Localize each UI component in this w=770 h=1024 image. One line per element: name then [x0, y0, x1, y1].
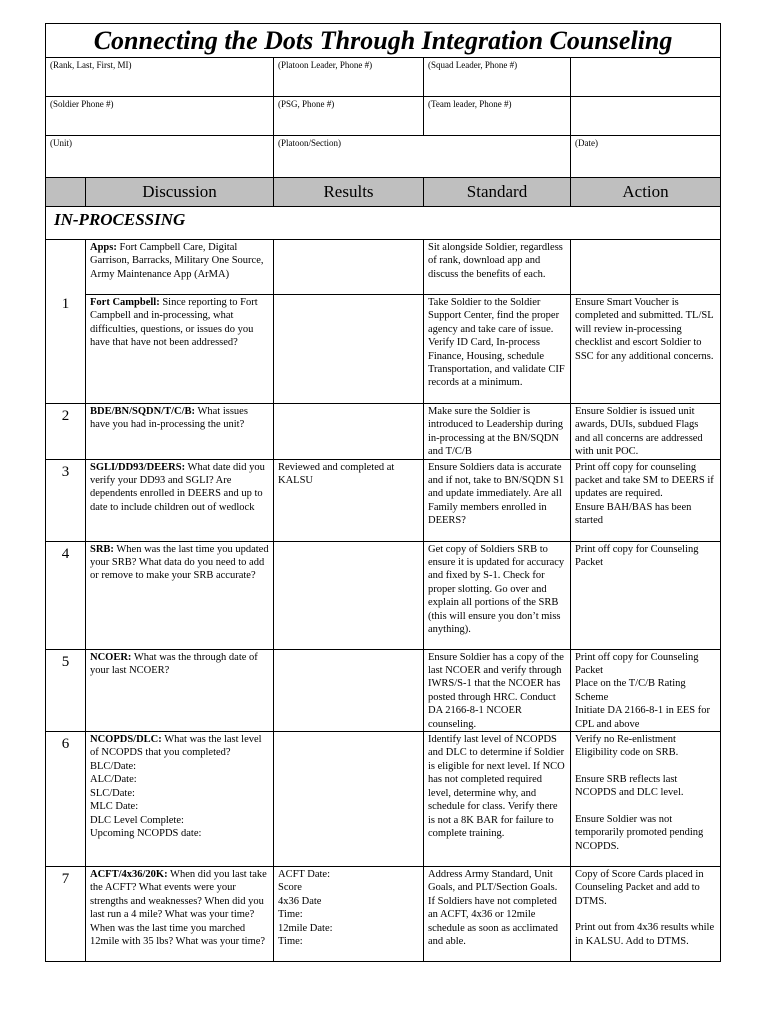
discussion-label: Apps:	[90, 242, 117, 253]
results-cell[interactable]	[274, 404, 424, 460]
standard-cell: Ensure Soldiers data is accurate and if not, take to BN/SQDN S1 and update immediately. Are all Family members enrolled in DEERS?	[424, 459, 571, 541]
row-number: 7	[46, 867, 86, 962]
action-cell: Ensure Soldier is issued unit awards, DUIs, subdued Flags and all concerns are addressed with unit POC.	[571, 404, 721, 460]
standard-cell: Identify last level of NCOPDS and DLC to determine if Soldier is eligible for next level. If NCO has not completed required level, determine why, and schedule for class. Verify there is not a 8K BAR for failure to complete training.	[424, 732, 571, 867]
results-line: 4x36 Date	[278, 895, 322, 907]
platoon-section-field[interactable]: (Platoon/Section)	[274, 136, 571, 178]
blank-field-1[interactable]	[571, 58, 721, 97]
standard-cell: Take Soldier to the Soldier Support Center, find the proper agency and take care of issue. Verify ID Card, In-process Finance, Housing, schedule Transportation, and validate CIF records at a minimum.	[424, 295, 571, 404]
table-row	[46, 541, 721, 649]
results-line: Time:	[278, 936, 303, 948]
table-row	[46, 459, 721, 541]
results-cell[interactable]	[274, 867, 424, 962]
results-line: ACFT Date:	[278, 869, 331, 881]
results-line: 12mile Date:	[278, 922, 333, 934]
discussion-cell	[86, 459, 274, 541]
discussion-text: What was the through date of your last NCOER?	[90, 651, 258, 677]
discussion-cell	[86, 867, 274, 962]
discussion-text: What issues have you had in-processing the unit?	[90, 406, 248, 431]
action-text: Print off copy for Counseling Packet	[575, 651, 699, 677]
discussion-line: BLC/Date:	[90, 760, 137, 772]
section-title: IN-PROCESSING	[46, 207, 721, 240]
discussion-cell	[86, 404, 274, 460]
row-number: 1	[46, 240, 86, 404]
counseling-table	[45, 23, 721, 962]
column-header-number	[46, 178, 86, 207]
row-number: 5	[46, 649, 86, 731]
discussion-cell	[86, 240, 274, 295]
action-cell	[571, 240, 721, 295]
action-cell	[571, 732, 721, 867]
discussion-text: Since reporting to Fort Campbell and in-processing, what difficulties, questions, or issues do you have that have not been addressed?	[90, 297, 258, 349]
platoon-leader-field[interactable]: (Platoon Leader, Phone #)	[274, 58, 424, 97]
discussion-text: What was the last level of NCOPDS that you completed?	[90, 734, 262, 759]
standard-cell: Sit alongside Soldier, regardless of rank, download app and discuss the benefits of each.	[424, 240, 571, 295]
discussion-line: Upcoming NCOPDS date:	[90, 827, 202, 839]
action-cell: Print off copy for Counseling Packet	[571, 541, 721, 649]
discussion-label: SGLI/DD93/DEERS:	[90, 461, 186, 473]
column-header-row	[46, 178, 721, 207]
table-row	[46, 649, 721, 731]
row-number: 4	[46, 541, 86, 649]
form-title: Connecting the Dots Through Integration Counseling	[46, 24, 721, 58]
action-cell	[571, 649, 721, 731]
discussion-cell	[86, 295, 274, 404]
discussion-line: DLC Level Complete:	[90, 814, 184, 826]
results-cell[interactable]	[274, 732, 424, 867]
discussion-label: Fort Campbell:	[90, 297, 160, 308]
table-row	[46, 295, 721, 404]
discussion-line: MLC Date:	[90, 801, 139, 813]
results-cell[interactable]	[274, 649, 424, 731]
squad-leader-field[interactable]: (Squad Leader, Phone #)	[424, 58, 571, 97]
results-line: Time:	[278, 909, 303, 921]
action-cell: Ensure Smart Voucher is completed and submitted. TL/SL will review in-processing checklist and escort Soldier to SSC for any additional concerns.	[571, 295, 721, 404]
action-text: Initiate DA 2166-8-1 in EES for CPL and above	[575, 705, 711, 730]
table-row	[46, 240, 721, 295]
row-number: 6	[46, 732, 86, 867]
row-number: 2	[46, 404, 86, 460]
action-text: Copy of Score Cards placed in Counseling Packet and add to DTMS.	[575, 869, 704, 907]
action-text: Verify no Re-enlistment Eligibility code on SRB.	[575, 734, 679, 759]
discussion-label: SRB:	[90, 543, 114, 555]
discussion-line: SLC/Date:	[90, 787, 135, 799]
action-text: Place on the T/C/B Rating Scheme	[575, 678, 686, 703]
action-text: Ensure SRB reflects last NCOPDS and DLC level.	[575, 773, 684, 799]
unit-field[interactable]: (Unit)	[46, 136, 274, 178]
blank-field-2[interactable]	[571, 97, 721, 136]
discussion-cell	[86, 649, 274, 731]
results-cell[interactable]	[274, 295, 424, 404]
soldier-phone-field[interactable]: (Soldier Phone #)	[46, 97, 274, 136]
column-header-action: Action	[571, 178, 721, 207]
results-cell[interactable]	[274, 541, 424, 649]
row-number: 3	[46, 459, 86, 541]
discussion-cell	[86, 541, 274, 649]
discussion-text: When did you last take the ACFT? What events were your strengths and weaknesses? When did you last run a 4 mile? What was your time? When was the last time you marched 12mile with 35 lbs? What was your time?	[90, 869, 267, 948]
results-cell[interactable]: Reviewed and completed at KALSU	[274, 459, 424, 541]
discussion-label: NCOPDS/DLC:	[90, 734, 162, 746]
column-header-standard: Standard	[424, 178, 571, 207]
action-text: Ensure Soldier was not temporarily promoted pending NCOPDS.	[575, 813, 704, 852]
table-row	[46, 867, 721, 962]
column-header-results: Results	[274, 178, 424, 207]
table-row	[46, 732, 721, 867]
psg-field[interactable]: (PSG, Phone #)	[274, 97, 424, 136]
team-leader-field[interactable]: (Team leader, Phone #)	[424, 97, 571, 136]
discussion-text: What date did you verify your DD93 and SGLI? Are dependents enrolled in DEERS and up to date to include children out of wedlock	[90, 461, 265, 513]
action-text: Print off copy for counseling packet and take SM to DEERS if updates are required.	[575, 461, 714, 500]
rank-name-field[interactable]: (Rank, Last, First, MI)	[46, 58, 274, 97]
date-field[interactable]: (Date)	[571, 136, 721, 178]
results-cell[interactable]	[274, 240, 424, 295]
standard-cell: Ensure Soldier has a copy of the last NCOER and verify through IWRS/S-1 that the NCOER has posted through HRC. Conduct DA 2166-8-1 NCOER counseling.	[424, 649, 571, 731]
column-header-discussion: Discussion	[86, 178, 274, 207]
discussion-label: NCOER:	[90, 651, 132, 663]
table-row	[46, 404, 721, 460]
discussion-cell	[86, 732, 274, 867]
action-text: Print out from 4x36 results while in KALSU. Add to DTMS.	[575, 922, 715, 947]
standard-cell: Address Army Standard, Unit Goals, and PLT/Section Goals. If Soldiers have not completed an ACFT, 4x36 or 12mile schedule as soon as acclimated and able.	[424, 867, 571, 962]
discussion-text: When was the last time you updated your SRB? What data do you need to add or remove to make your SRB accurate?	[90, 543, 269, 582]
counseling-form	[45, 23, 720, 962]
action-text: Ensure BAH/BAS has been started	[575, 501, 692, 527]
discussion-label: ACFT/4x36/20K:	[90, 869, 168, 881]
standard-cell: Make sure the Soldier is introduced to Leadership during in-processing at the BN/SQDN and T/C/B	[424, 404, 571, 460]
results-line: Score	[278, 882, 302, 894]
discussion-line: ALC/Date:	[90, 774, 137, 786]
discussion-label: BDE/BN/SQDN/T/C/B:	[90, 406, 196, 417]
action-cell	[571, 867, 721, 962]
discussion-text: Fort Campbell Care, Digital Garrison, Barracks, Military One Source, Army Maintenance App (ArMA)	[90, 242, 264, 280]
standard-cell: Get copy of Soldiers SRB to ensure it is updated for accuracy and fixed by S-1. Check for proper slotting. Go over and explain all portions of the SRB (this will ensure you don’t miss anything).	[424, 541, 571, 649]
action-cell	[571, 459, 721, 541]
